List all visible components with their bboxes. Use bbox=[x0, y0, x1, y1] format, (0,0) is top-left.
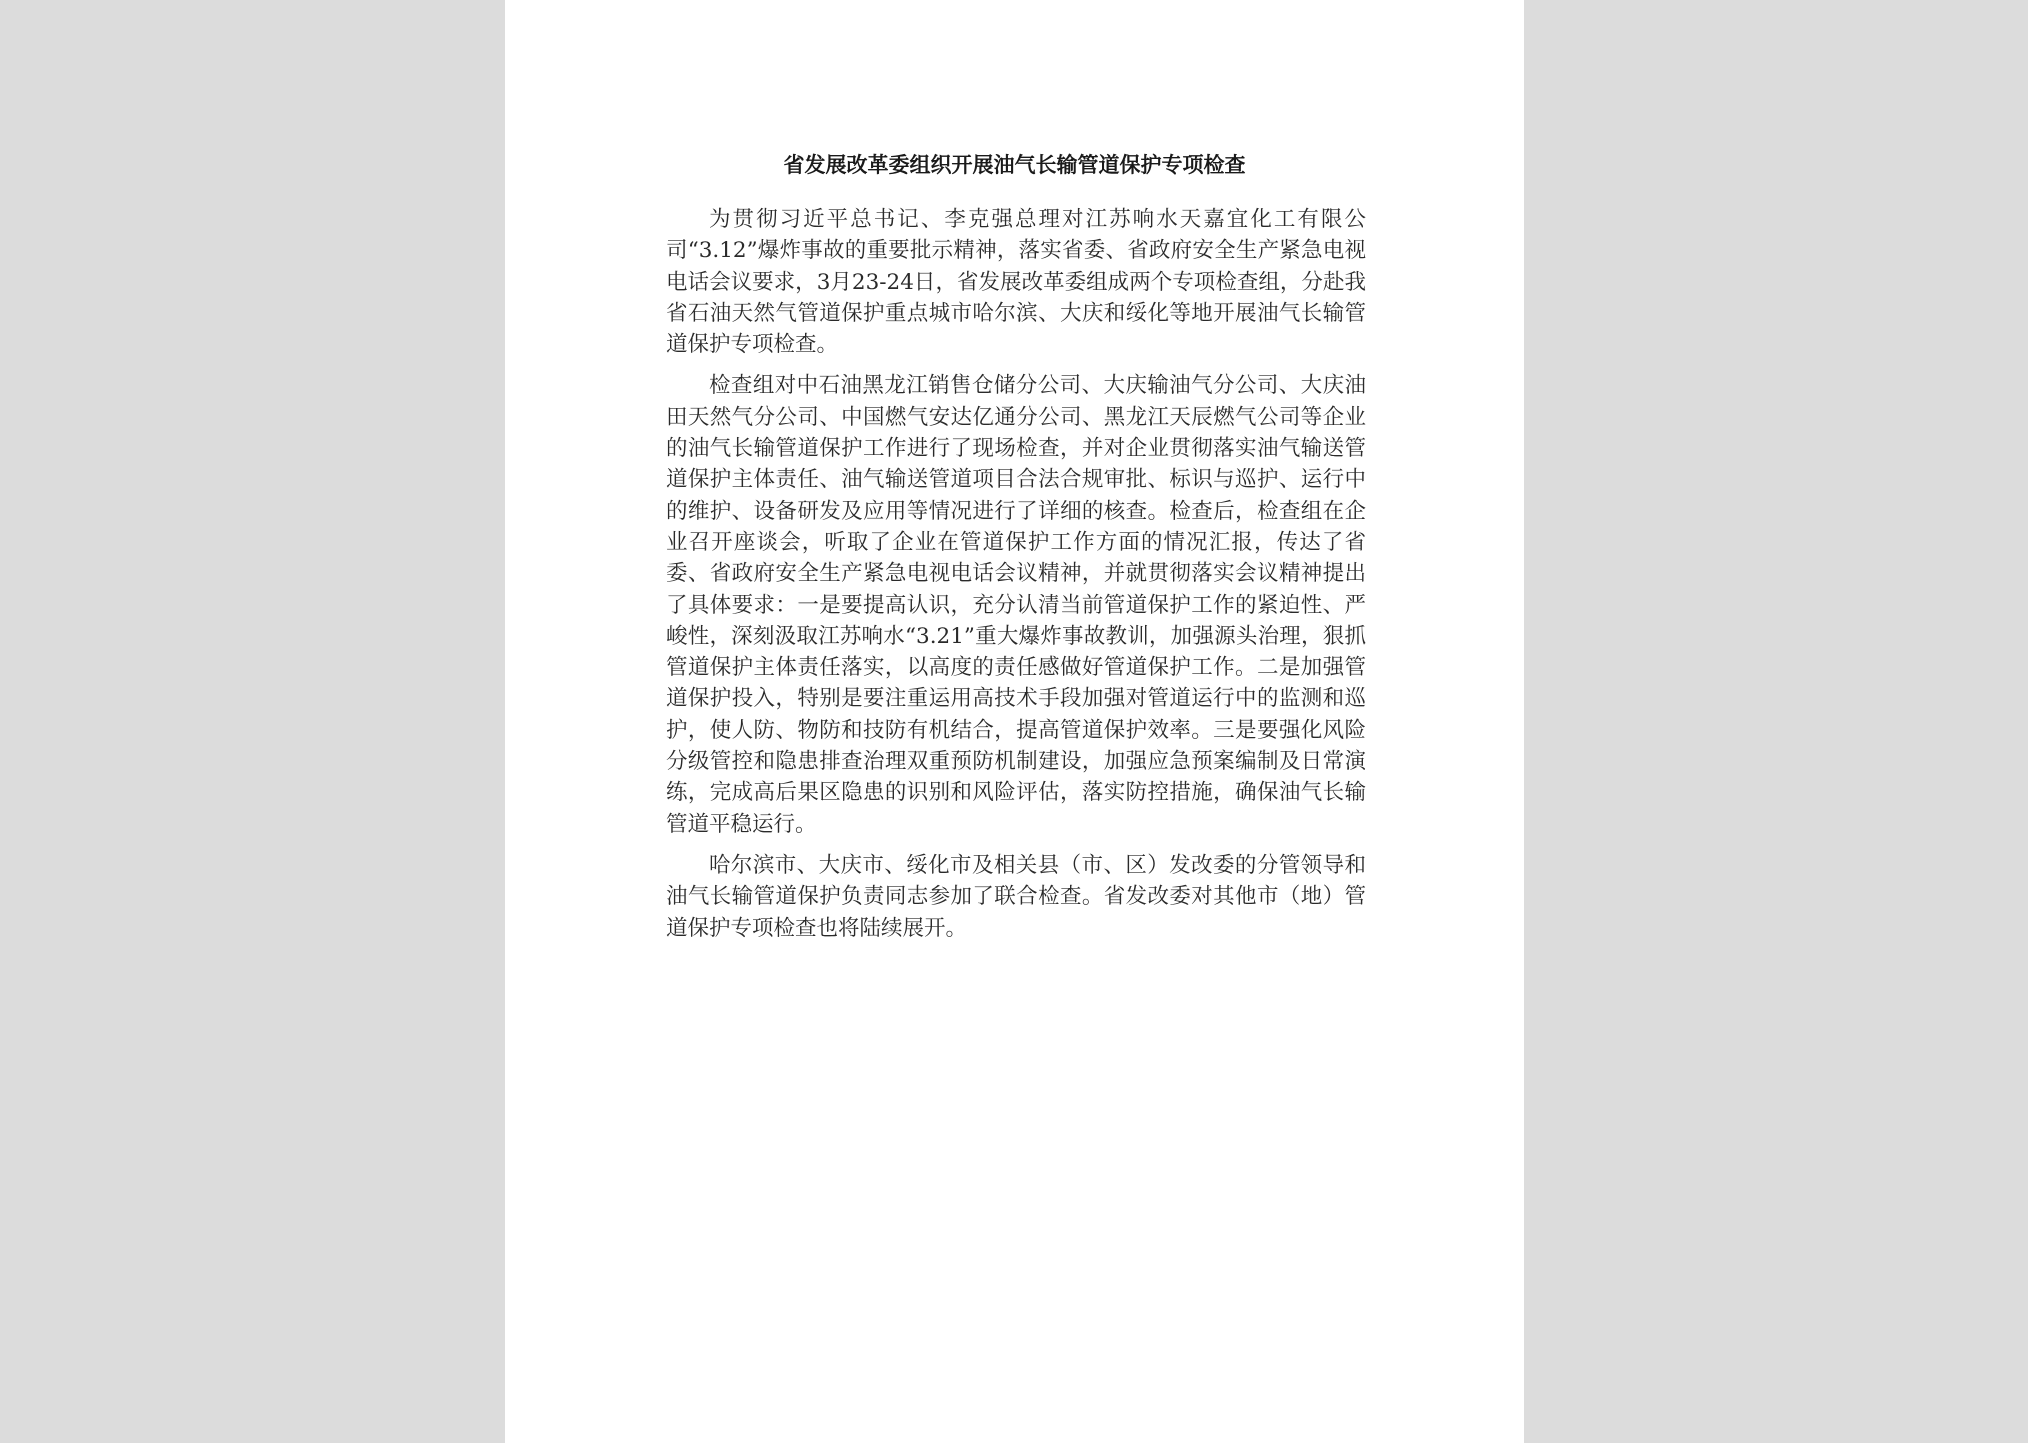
paragraph-3: 哈尔滨市、大庆市、绥化市及相关县（市、区）发改委的分管领导和油气长输管道保护负责同志参加了联合检查。省发改委对其他市（地）管道保护专项检查也将陆续展开。 bbox=[666, 852, 1366, 941]
paragraph-1: 为贯彻习近平总书记、李克强总理对江苏响水天嘉宜化工有限公司“3.12”爆炸事故的重要批示精神，落实省委、省政府安全生产紧急电视电话会议要求，3月23-24日，省发展改革委组成两个专项检查组，分赴我省石油天然气管道保护重点城市哈尔滨、大庆和绥化等地开展油气长输管道保护专项检查。 bbox=[666, 207, 1366, 358]
paragraph-2: 检查组对中石油黑龙江销售仓储分公司、大庆输油气分公司、大庆油田天然气分公司、中国燃气安达亿通分公司、黑龙江天辰燃气公司等企业的油气长输管道保护工作进行了现场检查，并对企业贯彻落实油气输送管道保护主体责任、油气输送管道项目合法合规审批、标识与巡护、运行中的维护、设备研发及应用等情况进行了详细的核查。检查后，检查组在企业召开座谈会，听取了企业在管道保护工作方面的情况汇报，传达了省委、省政府安全生产紧急电视电话会议精神，并就贯彻落实会议精神提出了具体要求：一是要提高认识，充分认清当前管道保护工作的紧迫性、严峻性，深刻汲取江苏响水“3.21”重大爆炸事故教训，加强源头治理，狠抓管道保护主体责任落实，以高度的责任感做好管道保护工作。二是加强管道保护投入，特别是要注重运用高技术手段加强对管道运行中的监测和巡护，使人防、物防和技防有机结合，提高管道保护效率。三是要强化风险分级管控和隐患排查治理双重预防机制建设，加强应急预案编制及日常演练，完成高后果区隐患的识别和风险评估，落实防控措施，确保油气长输管道平稳运行。 bbox=[666, 373, 1366, 837]
document-body bbox=[666, 204, 1366, 954]
document-page bbox=[505, 0, 1524, 1443]
document-title: 省发展改革委组织开展油气长输管道保护专项检查 bbox=[783, 152, 1246, 177]
